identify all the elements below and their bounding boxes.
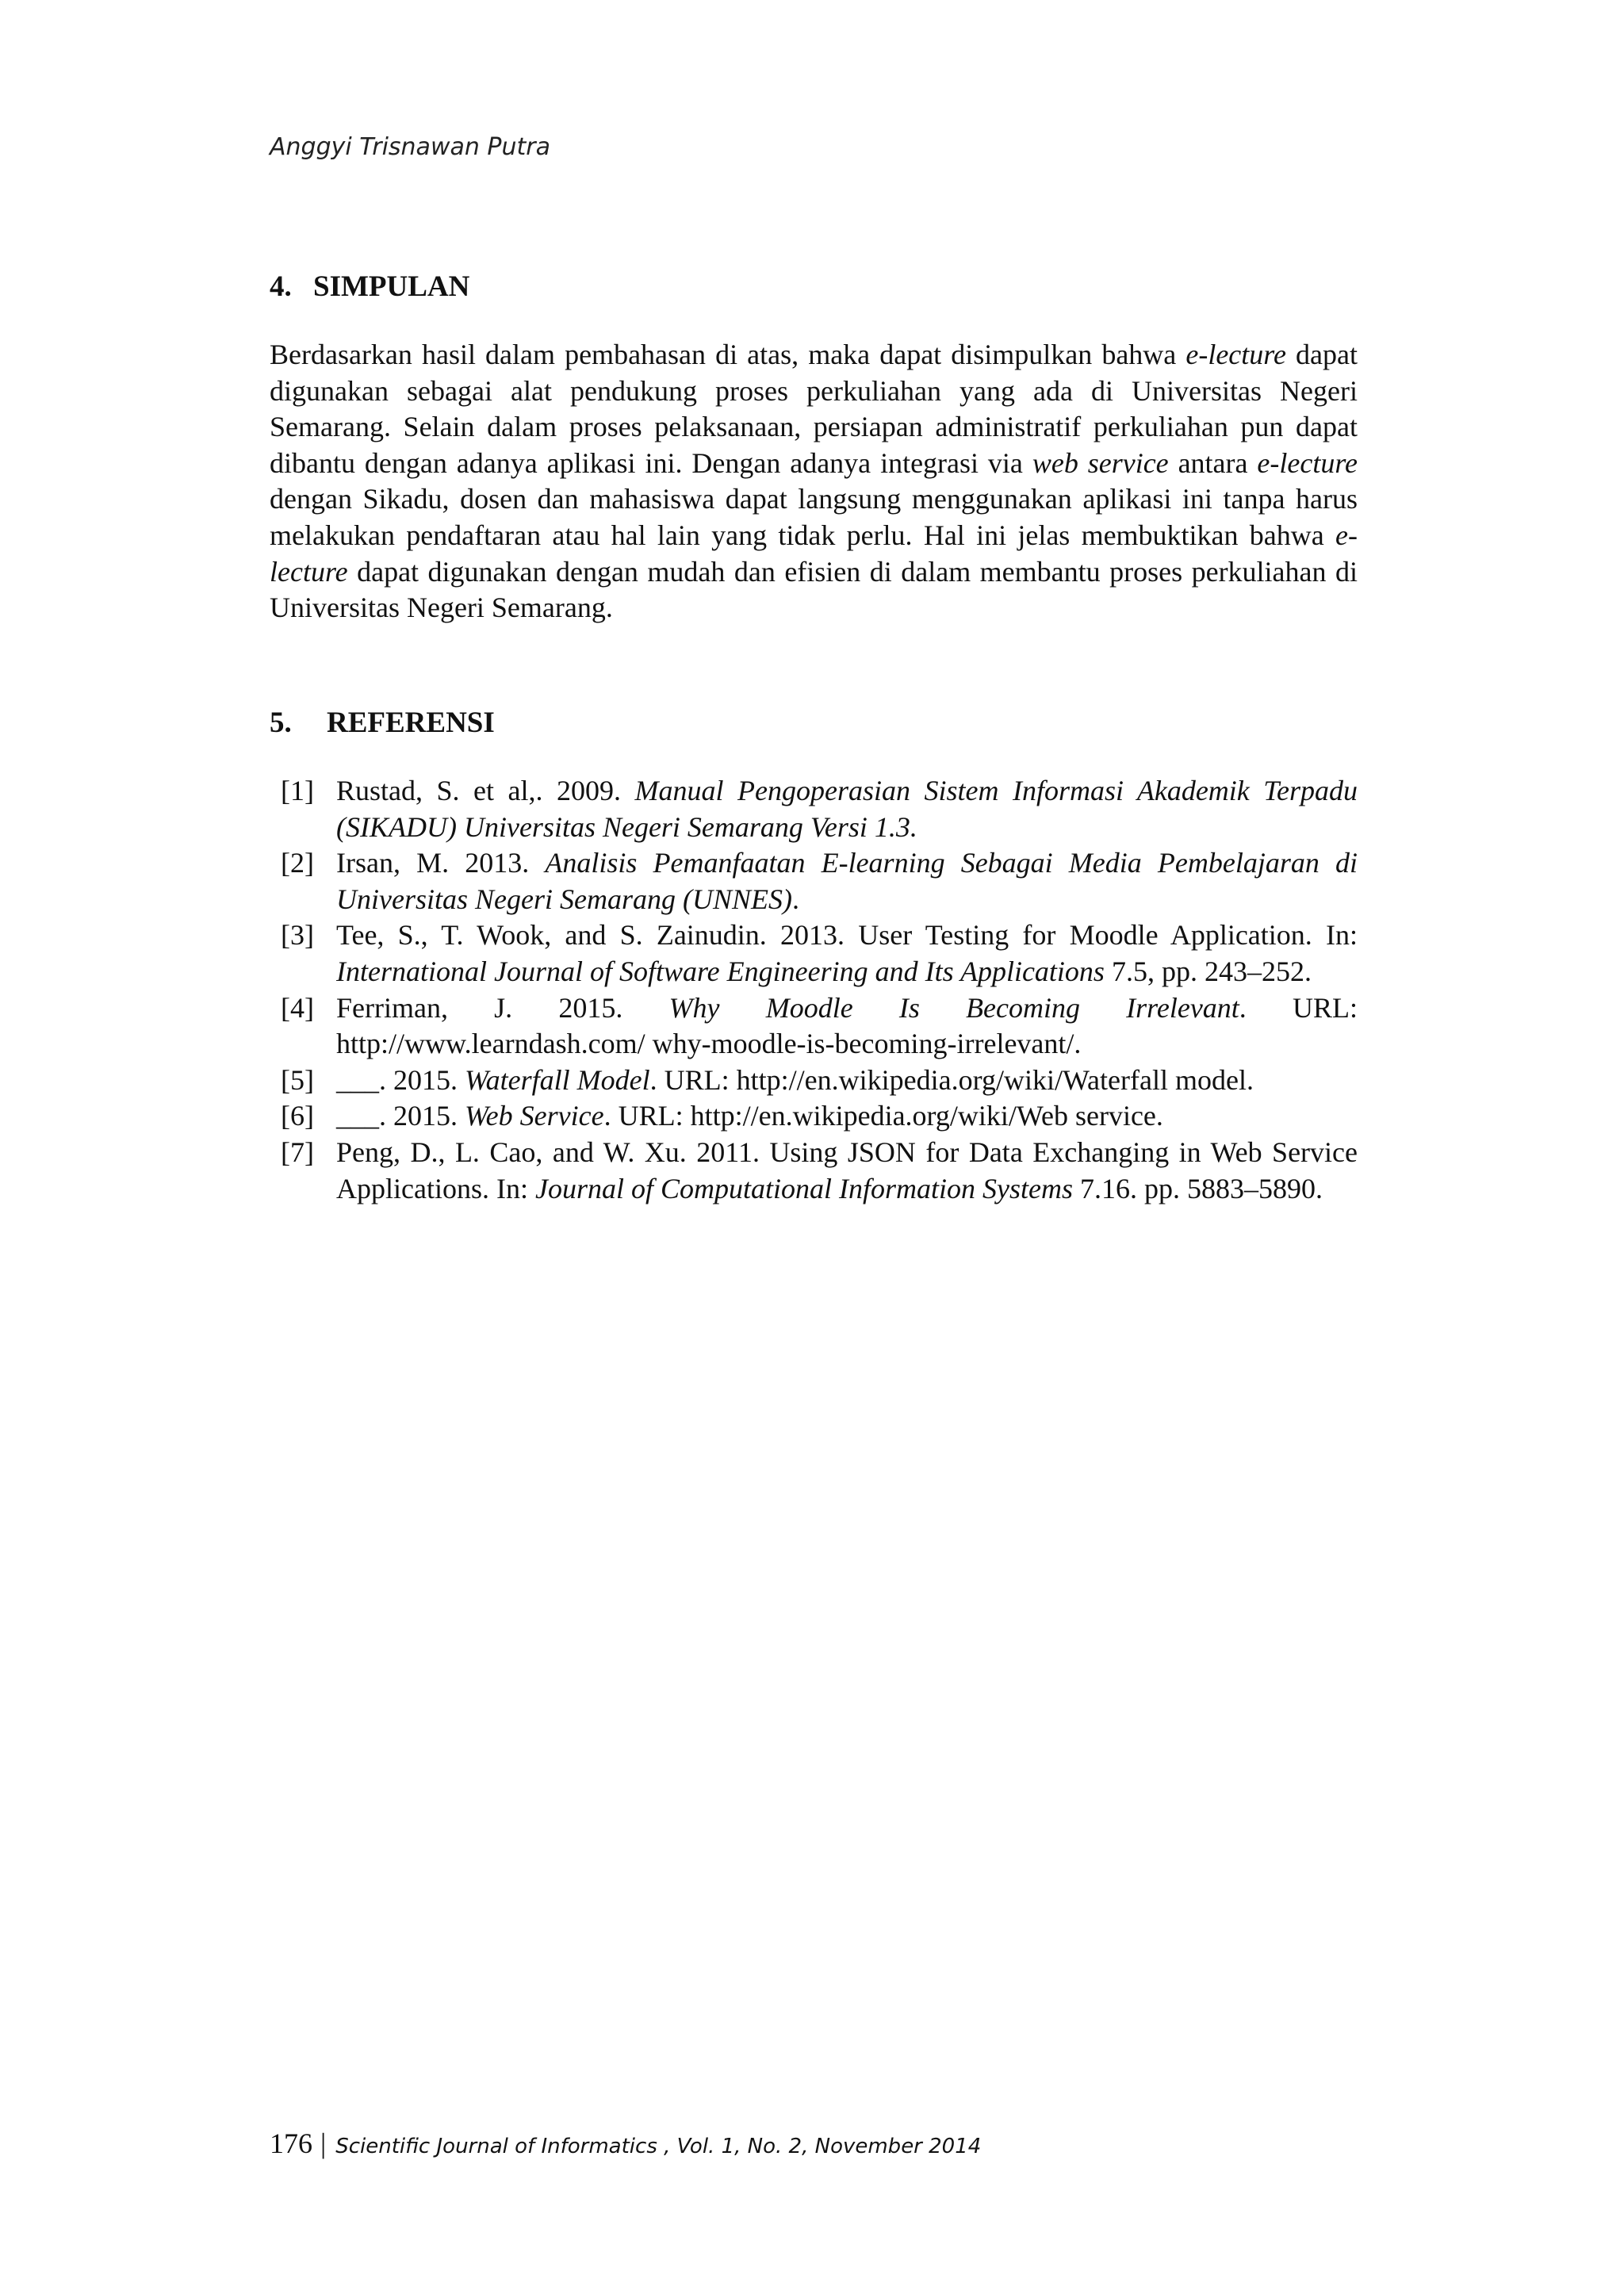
reference-text (336, 1063, 1358, 1099)
reference-item (270, 1063, 1358, 1099)
section-number: 4. (270, 270, 292, 303)
reference-number: [7] (281, 1136, 314, 1168)
section-heading-simpulan (270, 270, 469, 304)
text-run: antara (1168, 446, 1258, 479)
text-run: dapat digunakan dengan mudah dan efisien di dalam membantu proses perkuliahan di Universitas Negeri Semarang. (270, 555, 1358, 624)
text-run: Rustad, S. et al,. 2009. (336, 775, 635, 806)
italic-text-run: web service (1032, 446, 1169, 479)
italic-text-run: e-lecture (1185, 339, 1286, 370)
italic-text-run: Manual Pengoperasian Sistem Informasi Akademik Terpadu (SIKADU) Universitas Negeri Semarang Versi 1.3. (336, 775, 1358, 843)
italic-text-run: Journal of Computational Information Systems (534, 1172, 1073, 1204)
reference-number: [3] (281, 919, 314, 952)
section-title: SIMPULAN (313, 270, 470, 303)
text-run: Irsan, M. 2013. (336, 847, 546, 879)
reference-item (270, 917, 1358, 990)
text-run: 7.5, pp. 243–252. (1104, 955, 1312, 987)
reference-text (336, 990, 1358, 1063)
italic-text-run: e-lecture (1257, 446, 1358, 479)
text-run: ___. 2015. (336, 1063, 465, 1096)
italic-text-run: Web Service (465, 1100, 604, 1132)
text-run: dapat digunakan sebagai alat pendukung proses perkuliahan yang ada di Universitas Negeri Semarang. Selain dalam proses pelaksanaan, persiapan administratif perkuliahan pun dapat dibantu dengan adanya aplikasi ini. Dengan adanya integrasi via (270, 339, 1358, 479)
italic-text-run: Why Moodle Is Becoming Irrelevant (668, 991, 1239, 1024)
reference-number: [4] (281, 991, 314, 1024)
footer-separator: | (320, 2127, 327, 2159)
text-run: ___. 2015. (336, 1100, 465, 1132)
text-run: Peng, D., L. Cao, and W. Xu. 2011. Using JSON for Data Exchanging in Web Service Applications. In: (336, 1136, 1358, 1204)
reference-text (336, 1135, 1358, 1207)
page-footer (270, 2127, 981, 2160)
section-heading-referensi (270, 706, 495, 740)
text-run: Tee, S., T. Wook, and S. Zainudin. 2013. User Testing for Moodle Application. In: (336, 919, 1358, 952)
text-run: 7.16. pp. 5883–5890. (1072, 1172, 1323, 1204)
text-run: . URL: http://www.learndash.com/ why-moodle-is-becoming-irrelevant/. (336, 991, 1358, 1060)
text-run: . (791, 883, 799, 915)
reference-item (270, 1098, 1358, 1135)
italic-text-run: Waterfall Model (465, 1063, 650, 1096)
italic-text-run: International Journal of Software Engineering and Its Applications (336, 955, 1105, 987)
reference-list (270, 773, 1358, 1207)
italic-text-run: e-lecture (270, 519, 1358, 588)
section-number: 5. (270, 707, 292, 739)
reference-text (336, 845, 1358, 917)
reference-number: [6] (281, 1100, 314, 1132)
reference-number: [1] (281, 775, 314, 806)
text-run: . URL: http://en.wikipedia.org/wiki/Web service. (603, 1100, 1163, 1132)
reference-item (270, 773, 1358, 845)
text-run: dengan Sikadu, dosen dan mahasiswa dapat langsung menggunakan aplikasi ini tanpa harus melakukan pendaftaran atau hal lain yang tidak perlu. Hal ini jelas membuktikan bahwa (270, 483, 1358, 551)
reference-text (336, 773, 1358, 845)
conclusion-paragraph (270, 337, 1358, 626)
reference-text (336, 1098, 1358, 1135)
text-run: . URL: http://en.wikipedia.org/wiki/Waterfall model. (649, 1063, 1254, 1096)
running-head-author: Anggyi Trisnawan Putra (270, 133, 550, 161)
section-title: REFERENSI (327, 707, 495, 739)
page-number: 176 (270, 2127, 312, 2159)
journal-citation: Scientific Journal of Informatics , Vol. 1, No. 2, November 2014 (335, 2135, 982, 2158)
reference-item (270, 990, 1358, 1063)
text-run: Berdasarkan hasil dalam pembahasan di atas, maka dapat disimpulkan bahwa (270, 339, 1186, 370)
text-run: Ferriman, J. 2015. (336, 991, 669, 1024)
reference-number: [5] (281, 1063, 314, 1096)
reference-text (336, 917, 1358, 990)
italic-text-run: Analisis Pemanfaatan E-learning Sebagai Media Pembelajaran di Universitas Negeri Semarang (UNNES) (336, 847, 1358, 915)
reference-number: [2] (281, 847, 314, 879)
reference-item (270, 845, 1358, 917)
reference-item (270, 1135, 1358, 1207)
